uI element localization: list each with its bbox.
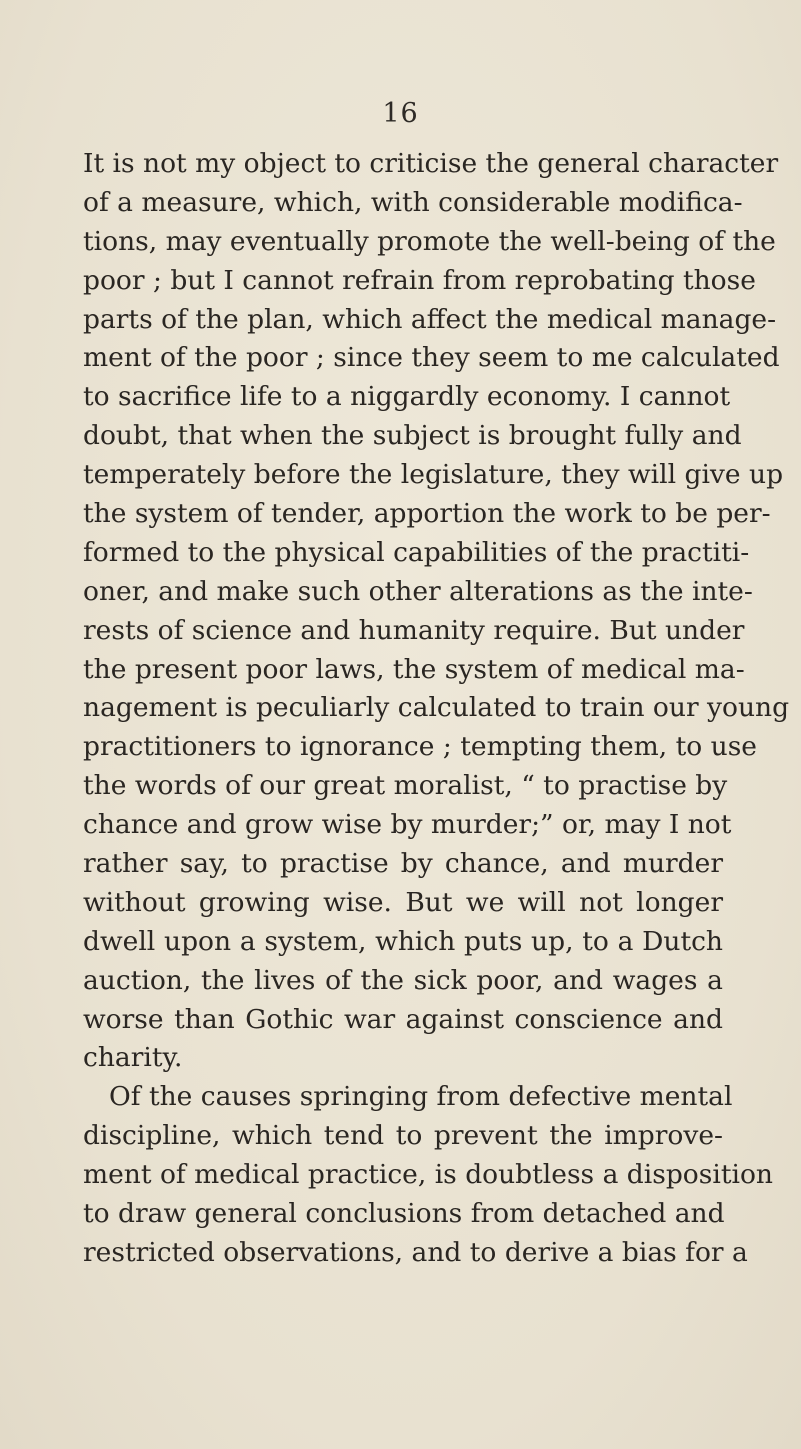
text-line: the words of our great moralist, “ to practise by (83, 770, 728, 802)
text-line: without growing wise. But we will not longer (83, 886, 723, 918)
text-line: formed to the physical capabilities of the practiti- (83, 536, 750, 568)
text-line: parts of the plan, which affect the medical manage- (83, 303, 777, 335)
text-line: nagement is peculiarly calculated to train our young (83, 692, 790, 724)
text-line: doubt, that when the subject is brought fully and (83, 420, 742, 452)
page-number: 16 (382, 98, 419, 129)
text-line: practitioners to ignorance ; tempting them, to use (83, 731, 757, 763)
text-line: ment of the poor ; since they seem to me calculated (83, 342, 780, 374)
text-line: Of the causes springing from defective mental (109, 1081, 733, 1113)
text-line: It is not my object to criticise the general character (83, 148, 779, 179)
text-line: ment of medical practice, is doubtless a disposition (83, 1159, 773, 1191)
text-line: of a measure, which, with considerable modifica- (83, 186, 743, 218)
text-line: the present poor laws, the system of medical ma- (83, 653, 745, 685)
body-text (83, 145, 790, 1273)
text-line: the system of tender, apportion the work to be per- (83, 498, 771, 530)
text-line: rests of science and humanity require. But under (83, 614, 745, 646)
text-line: charity. (83, 1042, 183, 1074)
text-line: discipline, which tend to prevent the improve- (83, 1120, 723, 1152)
text-line: rather say, to practise by chance, and murder (83, 848, 723, 880)
text-line: to draw general conclusions from detached and (83, 1198, 725, 1230)
text-line: tions, may eventually promote the well-being of the (83, 225, 776, 257)
text-line: worse than Gothic war against conscience and (83, 1003, 723, 1035)
text-line: poor ; but I cannot refrain from reprobating those (83, 264, 756, 296)
text-line: chance and grow wise by murder;” or, may I not (83, 809, 732, 841)
text-line: dwell upon a system, which puts up, to a Dutch (83, 925, 723, 957)
text-line: auction, the lives of the sick poor, and wages a (83, 964, 723, 996)
text-line: oner, and make such other alterations as the inte- (83, 575, 753, 607)
text-line: restricted observations, and to derive a bias for a (83, 1236, 748, 1268)
text-line: temperately before the legislature, they will give up (83, 459, 784, 491)
text-line: to sacrifice life to a niggardly economy. I cannot (83, 381, 731, 413)
